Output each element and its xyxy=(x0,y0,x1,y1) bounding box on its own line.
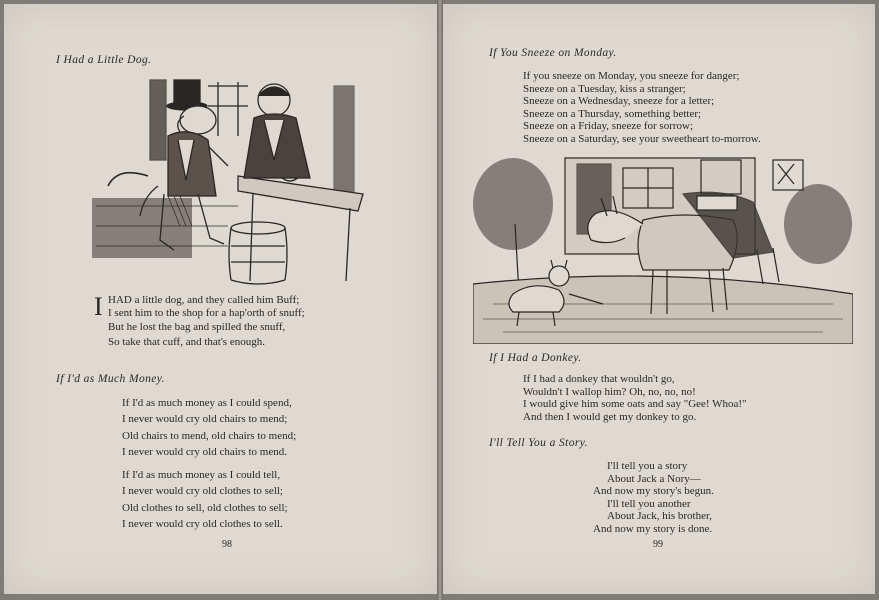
money-poem-line: I never would cry old clothes to sell; xyxy=(122,485,283,498)
money-poem-line: If I'd as much money as I could tell, xyxy=(122,469,281,481)
donkey-poem-line: And then I would get my donkey to go. xyxy=(523,410,697,423)
story-poem-title: I'll Tell You a Story. xyxy=(489,437,588,449)
money-poem-line: I never would cry old clothes to sell. xyxy=(122,517,283,530)
dog-poem-line: I sent him to the shop for a hap'orth of snuff; xyxy=(108,306,305,319)
left-page xyxy=(4,4,437,594)
money-poem-stanza-1 xyxy=(122,395,296,460)
sneeze-poem-title: If You Sneeze on Monday. xyxy=(489,47,617,59)
money-poem-title: If I'd as Much Money. xyxy=(56,373,165,385)
donkey-poem-line: If I had a donkey that wouldn't go, xyxy=(523,373,675,385)
dog-poem-line: So take that cuff, and that's enough. xyxy=(108,335,265,348)
sneeze-poem-line: If you sneeze on Monday, you sneeze for danger; xyxy=(523,70,740,82)
donkey-poem-verse xyxy=(523,373,747,423)
money-poem-line: I never would cry old chairs to mend. xyxy=(122,445,287,458)
dog-in-shop-illustration xyxy=(88,76,370,286)
money-poem-line: Old clothes to sell, old clothes to sell; xyxy=(122,501,288,514)
sneeze-poem-line: Sneeze on a Tuesday, kiss a stranger; xyxy=(523,82,686,95)
page-number-left: 98 xyxy=(222,539,232,550)
money-poem-line: If I'd as much money as I could spend, xyxy=(122,397,292,409)
money-poem-line: I never would cry old chairs to mend; xyxy=(122,413,288,426)
sneeze-poem-line: Sneeze on a Wednesday, sneeze for a letter; xyxy=(523,95,715,107)
money-poem-line: Old chairs to mend, old chairs to mend; xyxy=(122,429,297,442)
donkey-poem-line: Wouldn't I wallop him? Oh, no, no, no! xyxy=(523,385,696,398)
dog-poem-line: HAD a little dog, and they called him Buff; xyxy=(108,294,300,306)
sneeze-poem-line: Sneeze on a Thursday, something better; xyxy=(523,107,702,120)
money-poem-stanza-2 xyxy=(122,467,288,532)
dog-poem-verse xyxy=(108,294,305,348)
dropcap-letter: I xyxy=(94,292,103,321)
donkey-and-dog-illustration xyxy=(473,154,853,344)
sneeze-poem-line: Sneeze on a Saturday, see your sweetheart to-morrow. xyxy=(523,132,761,145)
donkey-poem-title: If I Had a Donkey. xyxy=(489,352,582,364)
sneeze-poem-line: Sneeze on a Friday, sneeze for sorrow; xyxy=(523,120,694,132)
right-page: If You Sneeze on Monday. If you sneeze on Monday, you sneeze for danger; Sneeze on a Tuesday, kiss a stranger; Sneeze on a Wednesday, sneeze for a letter; Sneeze on a Thursday, something better; Sneeze on a Friday, sneeze for sorrow; Sneeze on a Saturday, see your sweetheart to-morrow. If I Had a Donkey. If I had a donkey that wouldn't go, Wouldn't I wallop him? Oh, no, no, no! I would give him some oats and say "Gee! Whoa!" And then I would get my donkey to go. I'll Tell You a Story. I'll tell you a story About Jack a Nory— And now my story's begun. I'll tell you another About Jack, his brother, And now my story is done. 99 xyxy=(443,4,875,594)
donkey-poem-line: I would give him some oats and say "Gee! Whoa!" xyxy=(523,398,747,410)
page-number-right: 99 xyxy=(653,539,663,550)
dog-poem-line: But he lost the bag and spilled the snuff, xyxy=(108,321,286,333)
sneeze-poem-verse xyxy=(523,70,761,145)
dog-poem-title: I Had a Little Dog. xyxy=(56,54,152,66)
